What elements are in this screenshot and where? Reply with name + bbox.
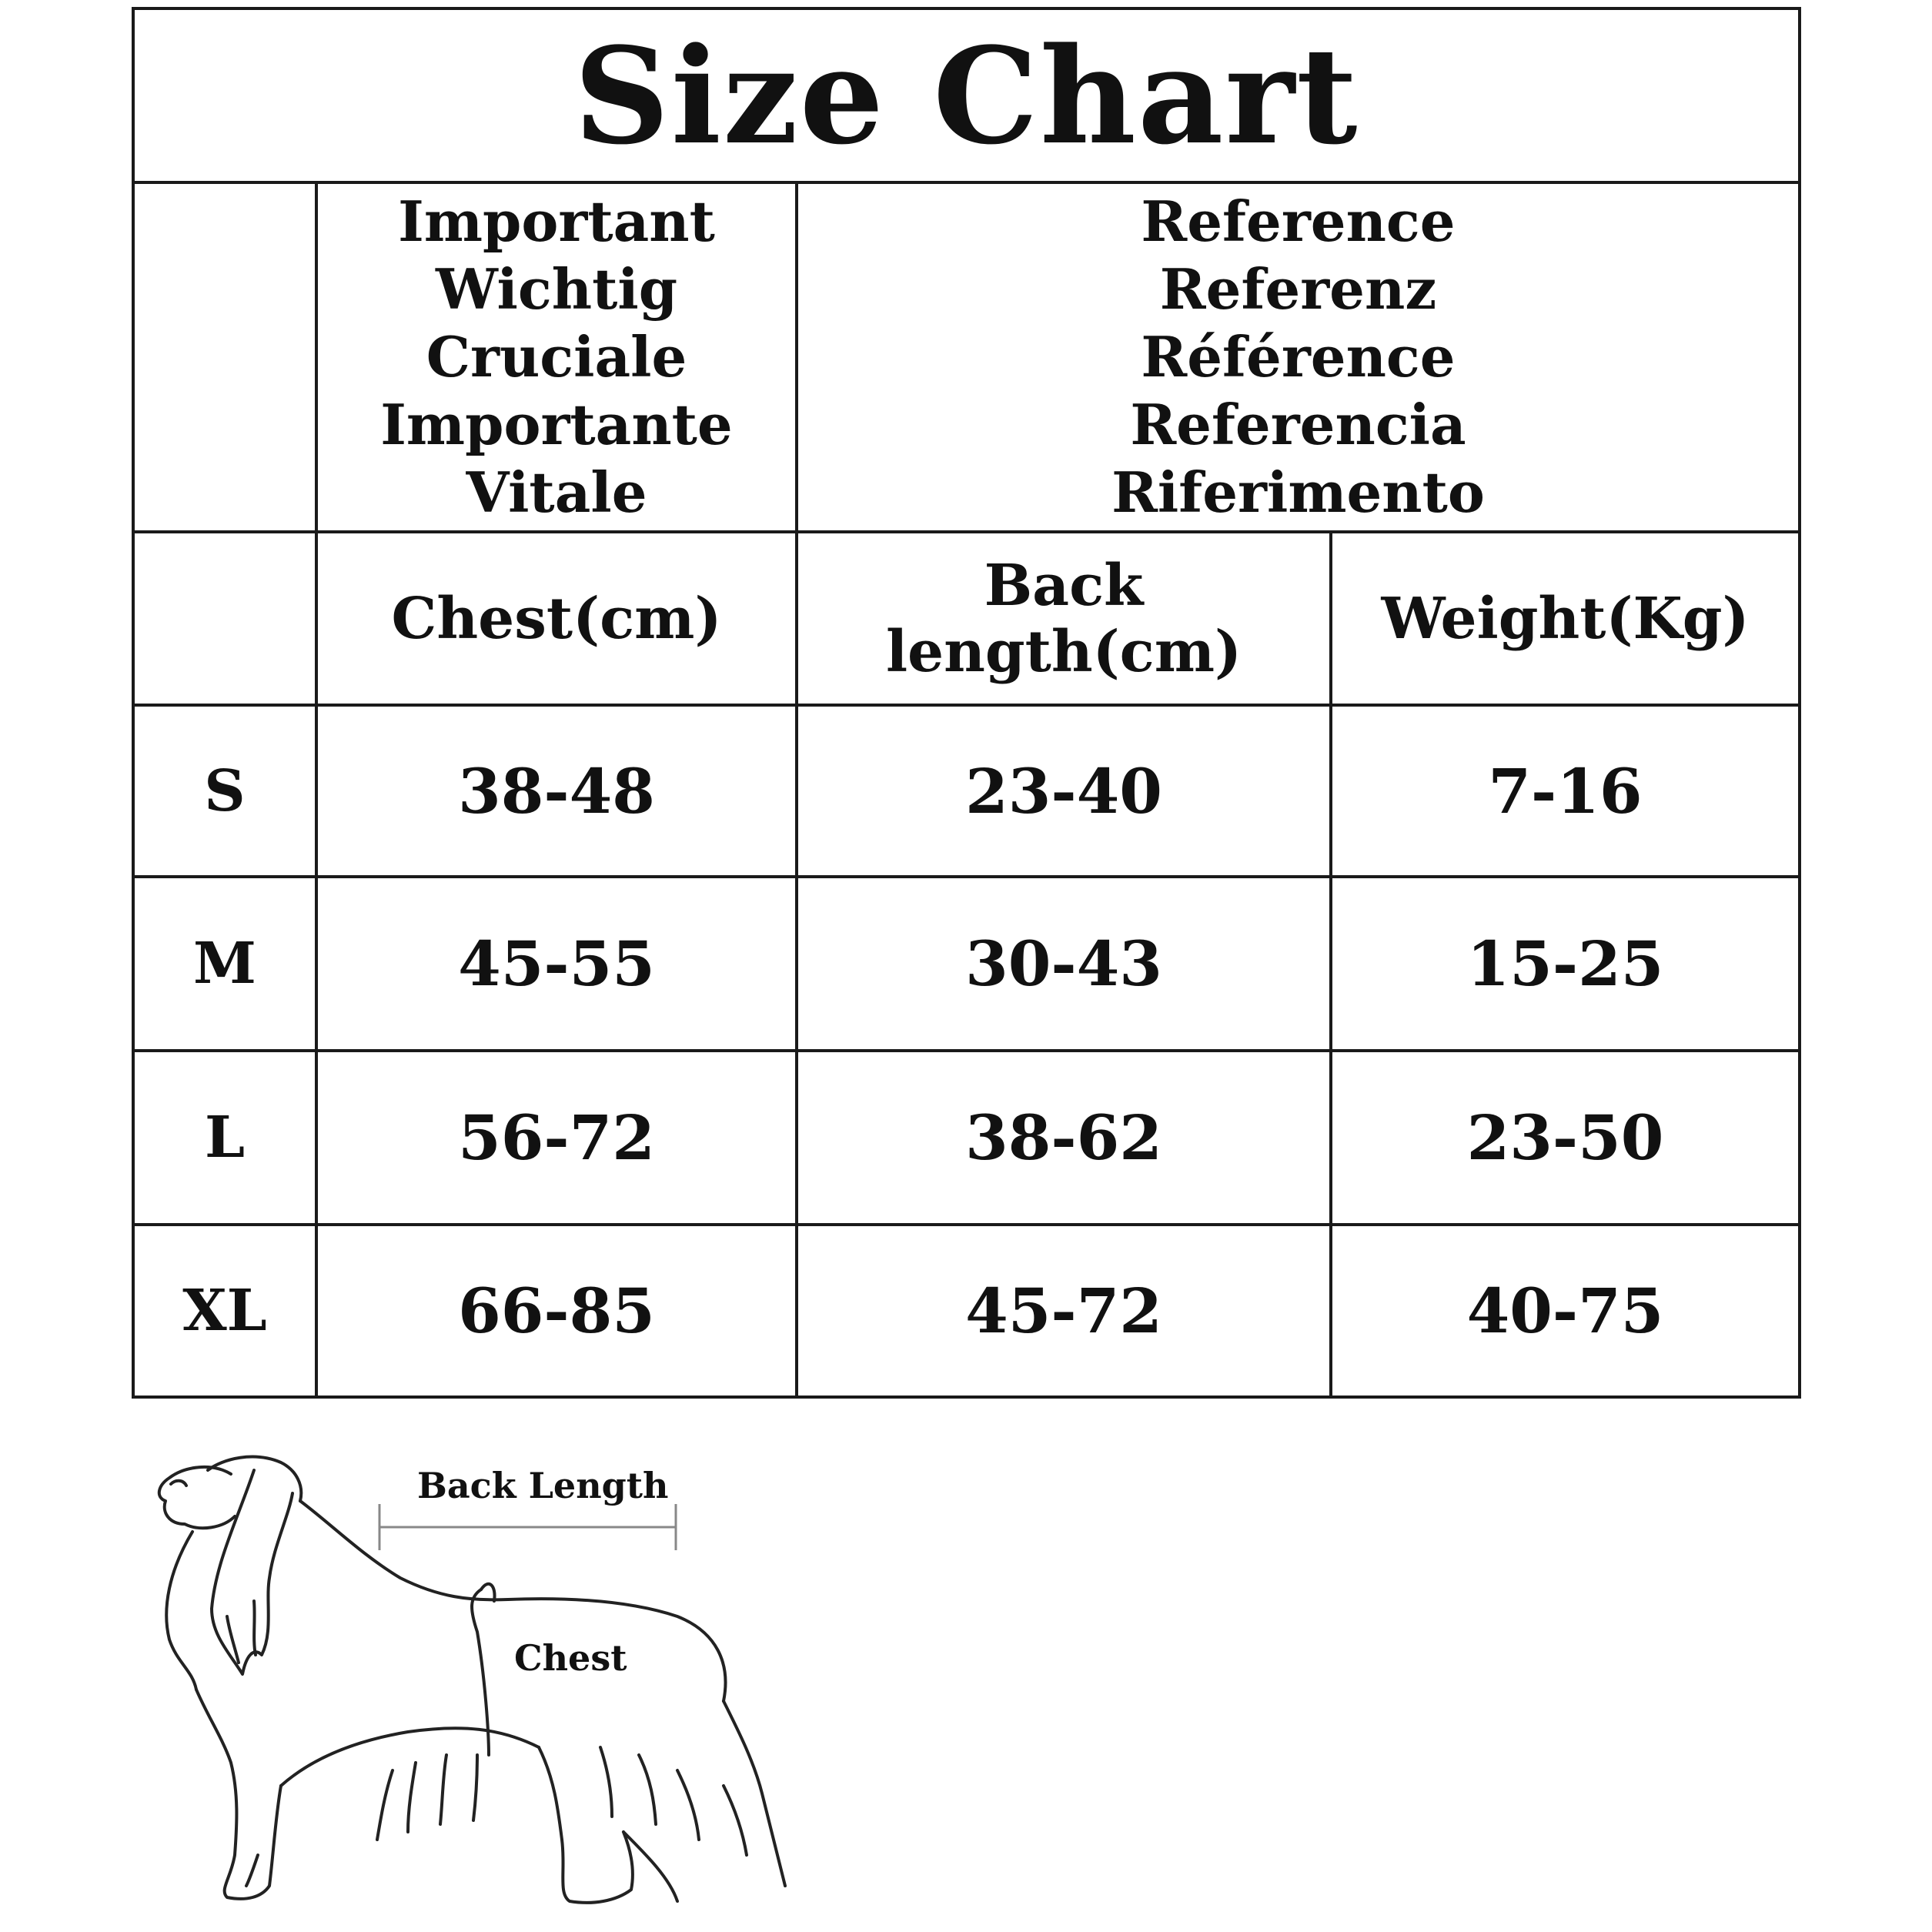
back-length-value: 38-62: [965, 1101, 1162, 1174]
back-length-value: 30-43: [965, 928, 1162, 1000]
important-header: [318, 184, 795, 530]
reference-it: Riferimento: [1111, 460, 1485, 525]
weight-value: 15-25: [1466, 928, 1664, 1000]
weight-value: 7-16: [1488, 754, 1643, 827]
table-border-bottom: [132, 1396, 1801, 1399]
column-header-back-length: Back length(cm): [885, 552, 1242, 685]
weight-value: 40-75: [1466, 1275, 1664, 1347]
important-en: Important: [398, 189, 715, 254]
back-length-value: 23-40: [965, 754, 1162, 827]
table-border-right: [1798, 7, 1801, 1399]
size-label: XL: [182, 1278, 267, 1344]
column-header-weight: Weight(Kg): [1381, 585, 1750, 652]
important-es: Importante: [380, 392, 733, 457]
chest-value: 66-85: [458, 1275, 655, 1347]
back-length-value: 45-72: [965, 1275, 1162, 1347]
chest-value: 56-72: [458, 1101, 655, 1174]
weight-value: 23-50: [1466, 1101, 1664, 1174]
size-label: M: [193, 931, 256, 997]
column-header-chest: Chest(cm): [391, 585, 722, 652]
important-vitale: Vitale: [466, 460, 647, 525]
reference-en: Reference: [1141, 189, 1456, 254]
reference-header: [798, 184, 1798, 530]
size-label: S: [204, 757, 246, 824]
important-de: Wichtig: [435, 256, 678, 322]
reference-de: Referenz: [1159, 256, 1437, 322]
chest-value: 38-48: [458, 754, 655, 827]
chest-label: Chest: [514, 1637, 627, 1679]
back-length-label: Back Length: [417, 1465, 669, 1506]
page-title: Size Chart: [573, 17, 1359, 174]
important-it: Cruciale: [426, 324, 687, 389]
size-label: L: [204, 1105, 246, 1171]
reference-es: Referencia: [1130, 392, 1466, 457]
reference-fr: Référence: [1141, 324, 1456, 389]
chest-value: 45-55: [458, 928, 655, 1000]
